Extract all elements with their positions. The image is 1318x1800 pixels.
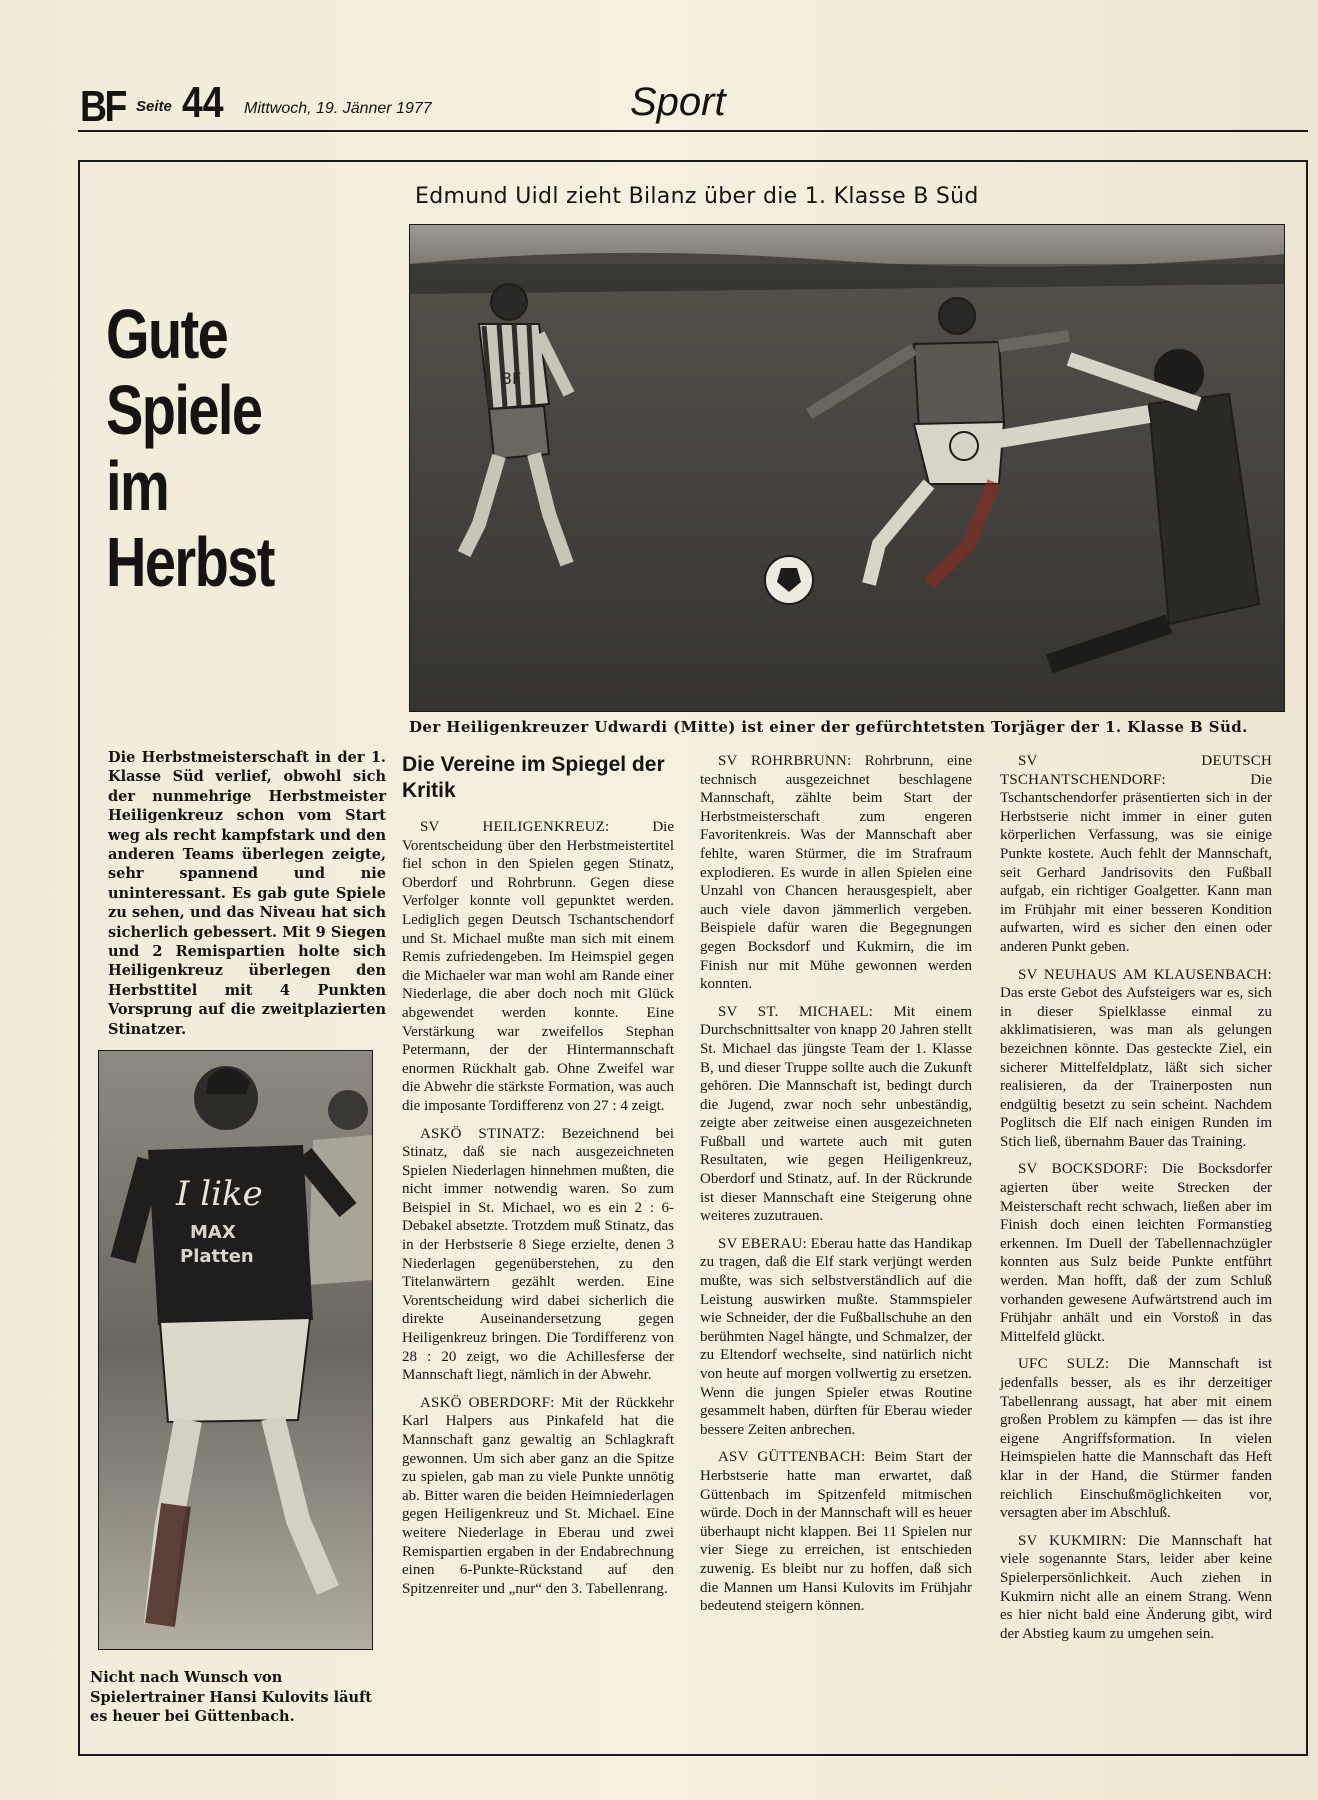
side-photo-caption: Nicht nach Wunsch von Spielertrainer Hansi Kulovits läuft es heuer bei Güttenbach. — [90, 1669, 372, 1725]
text-column-2 — [700, 752, 972, 1625]
club-paragraph — [700, 1003, 972, 1226]
club-name: SV ROHRBRUNN: — [718, 753, 852, 769]
club-text: Rohrbrunn, eine technisch ausgezeichnet beschlagene Mannschaft, zählte beim Start der Herbstmeisterschaft zum engeren Favoritenkreis. Was der Mannschaft aber fehlte, waren Stürmer, die im Strafraum explodieren. Es wurde in allen Spielen eine Unzahl von Chancen herausgespielt, aber auch viele davon jämmerlich vergeben. Beispiele dafür waren die Begegnungen gegen Bocksdorf und Kukmirn, die im Finish nur mit Mühe gewonnen werden konnten. — [700, 753, 972, 993]
football-match-photo-image — [409, 224, 1285, 712]
club-text: Die Mannschaft ist jedenfalls besser, als es ihr derzeitiger Tabellenrang aussagt, hat aber mit einem großen Problem zu kämpfen — das ist ihre eigene Angriffsformation. In vielen Heimspielen hatte die Mannschaft das Heft klar in der Hand, die Stürmer fanden reichlich Einschußmöglichkeiten vor, versagten aber im Abschluß. — [1000, 1356, 1272, 1522]
issue-date: Mittwoch, 19. Jänner 1977 — [244, 100, 432, 117]
club-text: Die Vorentscheidung über den Herbstmeistertitel fiel schon in den Spielen gegen Stinatz, Oberdorf und Rohrbrunn. Gegen diese Verfolger konnte voll gepunktet werden. Lediglich gegen Deutsch Tschantschendorf und St. Michael mußte man sich mit einem Remis zufriedengeben. Im Heimspiel gegen die Michaeler war man wohl am Rande einer Niederlage, die aber doch noch mit Glück abgewendet werden konnte. Eine Verstärkung war zweifellos Stephan Petermann, der der Hintermannschaft enormen Rückhalt gab. Ohne Zweifel war die Abwehr die stärkste Formation, was auch die imposante Tordifferenz von 27 : 4 zeigt. — [402, 819, 674, 1114]
club-paragraph — [700, 752, 972, 994]
club-name: ASV GÜTTENBACH: — [718, 1449, 866, 1466]
club-name: ASKÖ OBERDORF: — [420, 1394, 555, 1411]
jersey-label: BF — [501, 369, 522, 388]
article-subhead: Die Vereine im Spiegel der Kritik — [402, 753, 665, 802]
club-paragraph — [1000, 1355, 1272, 1522]
headline-line-4: Herbst — [106, 523, 274, 601]
club-text: Mit einem Durchschnittsalter von knapp 20 Jahren stellt St. Michael das jüngste Team der 1. Klasse B, und dieser Truppe sollte auch die Zukunft gehören. Die Mannschaft ist, bedingt durch die Jugend, zwar noch sehr unbeständig, zeigte aber zeitweise einen ausgezeichneten Fußball und wartete auch mit guten Resultaten, wie gegen Heiligenkreuz, Oberdorf und Stinatz, auf. In der Rückrunde ist dieser Mannschaft eine Steigerung ohne weiteres zuzutrauen. — [700, 1003, 972, 1225]
main-photo — [409, 224, 1285, 712]
club-paragraph — [1000, 966, 1272, 1152]
club-paragraph — [1000, 752, 1272, 957]
page-label: Seite — [136, 98, 172, 115]
club-paragraph — [402, 1125, 674, 1385]
article-kicker: Edmund Uidl zieht Bilanz über die 1. Klasse B Süd — [415, 184, 979, 209]
svg-text:MAX: MAX — [190, 1222, 236, 1243]
club-paragraph — [700, 1235, 972, 1440]
text-column-3 — [1000, 752, 1272, 1652]
text-column-1 — [402, 818, 674, 1607]
article-headline — [106, 296, 314, 600]
side-photo — [98, 1050, 373, 1650]
club-paragraph — [402, 818, 674, 1116]
headline-line-3: im — [106, 447, 169, 525]
club-name: UFC SULZ: — [1018, 1356, 1110, 1373]
club-paragraph — [700, 1448, 972, 1615]
club-text: Die Bocksdorfer agierten über weite Strecken der Meisterschaft recht schwach, ließen aber im Finish doch einen leichten Formanstieg erkennen. Im Duell der Tabellennachzügler konnten aus Sulz beide Punkte entführt werden. Man hofft, daß der zum Schluß vorhanden gewesene Aufwärtstrend auch im Frühjahr anhält und ein Vorstoß in das Mittelfeld glückt. — [1000, 1161, 1272, 1345]
shirt-text: I like — [176, 1174, 263, 1214]
club-name: ASKÖ STINATZ: — [420, 1125, 546, 1142]
headline-line-2: Spiele — [106, 371, 262, 449]
club-text: Beim Start der Herbstserie hatte man erwartet, daß Güttenbach im Spitzenfeld mitmischen würde. Doch in der Mannschaft will es heuer überhaupt nicht klappen. Bei 11 Spielen nur vier Siege zu erreichen, ist entschieden zuwenig. Es bleibt nur zu hoffen, daß sich die Mannen um Hansi Kulovits im Frühjahr bedeutend steigern können. — [700, 1449, 972, 1615]
club-text: Eberau hatte das Handikap zu tragen, daß die Elf stark verjüngt werden mußte, was sich selbstverständlich auf die Leistung auswirken mußte. Stammspieler wie Schneider, der die Fußballschuhe an den berühmten Nagel hängte, und Schmalzer, der zu Eltendorf wechselte, sind natürlich nicht von heute auf morgen vollwertig zu ersetzen. Wenn die jungen Spieler etwas Routine gesammelt haben, dürften für Eberau wieder bessere Zeiten anbrechen. — [700, 1235, 972, 1438]
club-name: SV NEUHAUS AM KLAUSENBACH: — [1018, 966, 1272, 983]
club-paragraph — [1000, 1532, 1272, 1644]
club-name: SV EBERAU: — [718, 1235, 807, 1252]
club-paragraph — [402, 1394, 674, 1599]
paper-logo: BF — [80, 82, 125, 131]
club-text: Das erste Gebot des Aufsteigers war es, sich in dieser Spielklasse einmal zu akklimatisieren, was man als gelungen bezeichnen könnte. Das gesteckte Ziel, ein sicherer Mittelfeldplatz, läßt sich sicher realisieren, da der Trainerposten nun endgültig besetzt zu sein scheint. Nachdem Poglitsch die Elf nach einigen Runden im Stich ließ, übernahm Bauer das Training. — [1000, 985, 1272, 1150]
section-title: Sport — [630, 80, 726, 124]
club-text: Die Mannschaft hat viele sogenannte Stars, leider aber keine Spielerpersönlichkeit. Auch ziehen in Kukmirn nicht alle an einem Strang. Wenn es hier nicht bald eine Änderung gibt, wird der Abstieg kaum zu umgehen sein. — [1000, 1532, 1272, 1642]
masthead — [78, 78, 1308, 132]
club-text: Die Tschantschendorfer präsentierten sich in der Herbstserie nicht immer in einer guten körperlichen Verfassung, was sie einige Punkte kostete. Auch fehlt der Mannschaft, seit Gerhard Jandrisovits den Fußball aufgab, ein richtiger Goalgetter. Kann man im Frühjahr mit einer besseren Kondition aufwarten, wird es sicher den einen oder anderen Punkt geben. — [1000, 771, 1272, 955]
main-photo-caption: Der Heiligenkreuzer Udwardi (Mitte) ist einer der gefürchtetsten Torjäger der 1. Klasse B Süd. — [409, 718, 1248, 736]
player-portrait-photo-image — [98, 1050, 373, 1650]
page-number: 44 — [182, 78, 224, 127]
club-name: SV KUKMIRN: — [1018, 1532, 1127, 1549]
club-paragraph — [1000, 1160, 1272, 1346]
club-text: Mit der Rückkehr Karl Halpers aus Pinkafeld hat die Mannschaft ganz gewaltig an Schlagkraft gewonnen. Um sich aber ganz an die Spitze zu spielen, gab man zu viele Punkte unnötig ab. Bitter waren die beiden Heimniederlagen gegen Heiligenkreuz und St. Michael. Eine weitere Niederlage in Eberau und zwei Remispartien ergaben in der Endabrechnung einen 6-Punkte-Rückstand auf den Spitzenreiter und „nur“ den 3. Tabellenrang. — [402, 1394, 675, 1597]
club-name: SV HEILIGENKREUZ: — [420, 819, 610, 835]
club-text: Bezeichnend bei Stinatz, daß sie nach ausgezeichneten Spielen Niederlagen hinnehmen mußten, die nicht immer notwendig waren. So zum Beispiel in St. Michael, wo es ein 2 : 6-Debakel absetzte. Trotzdem muß Stinatz, das in der Herbstserie 8 Siege erzielte, denen 3 Niederlagen gegenüberstehen, zu den Titelanwärtern gezählt werden. Eine Vorentscheidung wird dabei sicherlich die direkte Auseinandersetzung gegen Heiligenkreuz bringen. Die Tordifferenz von 28 : 20 zeigt, wo die Achillesferse der Mannschaft liegt, nämlich in der Abwehr. — [402, 1125, 674, 1384]
club-name: SV DEUTSCH TSCHANTSCHENDORF: — [1000, 753, 1272, 788]
club-name: SV ST. MICHAEL: — [718, 1003, 874, 1020]
article-intro: Die Herbstmeisterschaft in der 1. Klasse Süd verlief, obwohl sich der nunmehrige Herbstmeister Heiligenkreuz schon vom Start weg als recht kampfstark und den anderen Teams überlegen zeigte, sehr spannend und nie uninteressant. Es gab gute Spiele zu sehen, und das Niveau hat sich sicherlich gebessert. Mit 9 Siegen und 2 Remispartien holte sich Heiligenkreuz überlegen den Herbsttitel mit 4 Punkten Vorsprung auf die zweitplazierten Stinatzer. — [108, 749, 386, 1038]
headline-line-1: Gute — [106, 295, 228, 373]
svg-text:Platten: Platten — [180, 1246, 254, 1267]
club-name: SV BOCKSDORF: — [1018, 1161, 1148, 1178]
